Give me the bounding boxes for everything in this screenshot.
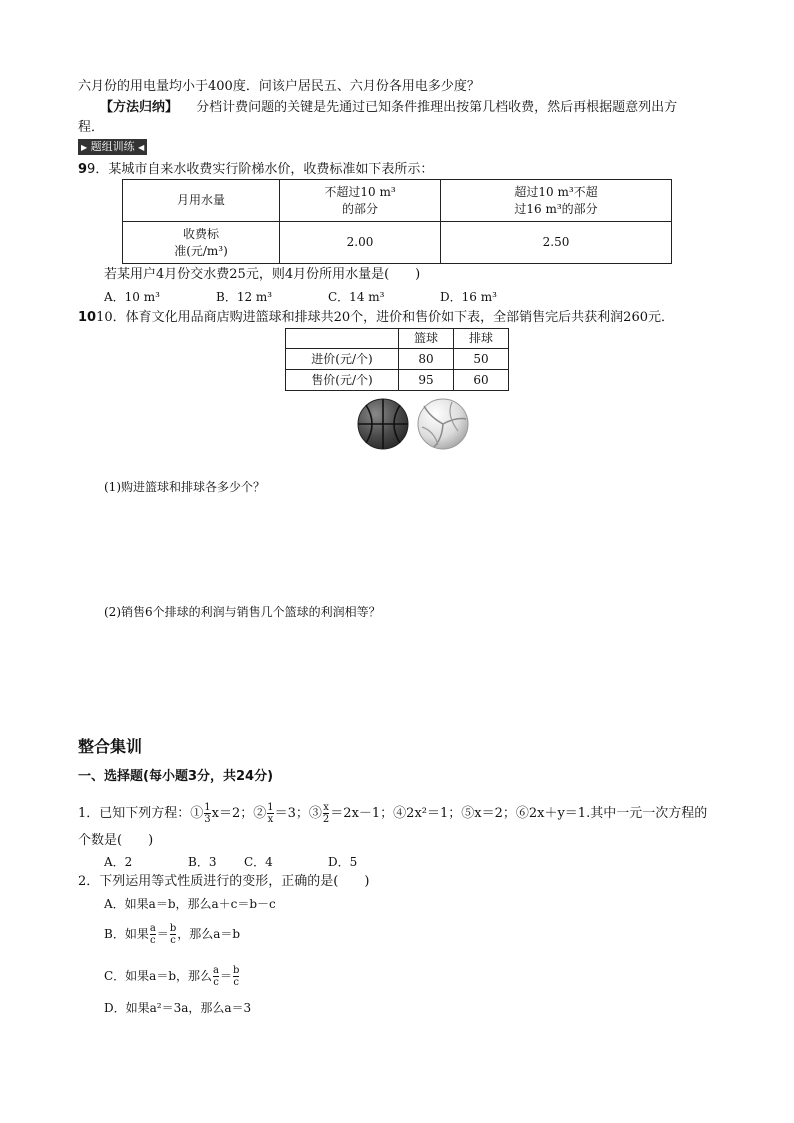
basketball-image: [356, 397, 410, 451]
mq1-f3-num: x: [323, 802, 329, 813]
mq1-f2-den: x: [267, 814, 274, 825]
mq2-b-pre: B．如果: [104, 927, 149, 941]
q10-table-corner: [286, 329, 399, 349]
q10-table-cost-basketball: 80: [399, 349, 454, 370]
q9-rate-line2: 准(元/m³): [174, 243, 228, 258]
q9-tier1-line1: 不超过10 m³: [324, 184, 396, 199]
mq2-option-a: A．如果a＝b，那么a＋c＝b－c: [104, 897, 276, 911]
q10-table: [285, 328, 509, 391]
q10-stem: [78, 309, 674, 327]
q9-table-rate-tier1: 2.00: [280, 222, 441, 264]
q9-option-c: C．14 m³: [328, 290, 385, 304]
mq2-stem: 2．下列运用等式性质进行的变形，正确的是( ): [78, 874, 370, 889]
q10-table-price-volleyball: 60: [454, 370, 509, 391]
section-badge-label: 题组训练: [90, 140, 135, 153]
mq1-t1: x＝2；②: [211, 806, 267, 821]
q9-option-d: D．16 m³: [440, 290, 497, 304]
mq1-option-c: C．4: [244, 855, 273, 869]
mq1-fraction-3: [323, 802, 329, 825]
method-end: 程．: [78, 120, 105, 135]
q9-rate-line1: 收费标: [182, 226, 219, 241]
mq2-b-f2-den: c: [170, 935, 176, 946]
q9-table-header-tier2: [441, 180, 672, 222]
q10-sub1: (1)购进篮球和排球各多少个？: [104, 480, 265, 494]
mq1-fraction-2: [267, 802, 273, 825]
method-summary: [100, 99, 677, 117]
mq1-t3: ＝2x－1；④2x²＝1；⑤x＝2；⑥2x＋y＝1.其中一元一次方程的: [330, 806, 708, 821]
q10-table-price-basketball: 95: [399, 370, 454, 391]
q10-number: 10: [78, 310, 97, 325]
mq1-f3-den: 2: [322, 814, 330, 825]
q10-table-cost-label: 进价(元/个): [286, 349, 399, 370]
method-text: 分档计费问题的关键是先通过已知条件推理出按第几档收费，然后再根据题意列出方: [196, 100, 678, 115]
q9-table-header-tier1: [280, 180, 441, 222]
q10-stem-text: 10．体育文化用品商店购进篮球和排球共20个，进价和售价如下表，全部销售完后共获利润260元．: [96, 310, 674, 325]
section-badge: [78, 139, 147, 155]
mq1-options: [104, 853, 357, 871]
part1-heading: [78, 768, 273, 786]
mq1-t2: ＝3；③: [274, 806, 322, 821]
mq1-option-b: B．3: [188, 855, 217, 869]
mq2-b-f2-num: b: [169, 923, 177, 934]
mq2-c-f1-den: c: [213, 977, 219, 988]
intro-line: 六月份的用电量均小于400度．问该户居民五、六月份各用电多少度？: [78, 79, 480, 94]
q9-table: [122, 179, 672, 264]
mq2-b-f1-num: a: [149, 923, 156, 934]
q9-table-rate-label: [123, 222, 280, 264]
q9-option-b: B．12 m³: [216, 290, 273, 304]
q9-table-header-usage: 月用水量: [123, 180, 280, 222]
mq2-c-pre: C．如果a＝b，那么: [104, 969, 213, 983]
mq1-f2-num: 1: [267, 802, 274, 813]
q9-tier2-line1: 超过10 m³不超: [514, 184, 598, 199]
q9-stem: [78, 161, 433, 179]
mq1-option-d: D．5: [328, 855, 358, 869]
mq1-fraction-1: [204, 802, 210, 825]
q9-question: 若某用户4月份交水费25元，则4月份所用水量是( ): [104, 267, 421, 282]
mq2-b-f1-den: c: [150, 935, 156, 946]
q9-tier2-line2: 过16 m³的部分: [514, 201, 598, 216]
method-label: 【方法归纳】: [100, 100, 179, 115]
q9-options: [104, 288, 497, 306]
back-icon: ◀: [138, 143, 145, 152]
mq2-b-fraction-1: [150, 923, 156, 946]
play-icon: ▶: [81, 143, 88, 152]
q9-option-a: A．10 m³: [104, 290, 160, 304]
q10-table-price-label: 售价(元/个): [286, 370, 399, 391]
mq1-prefix: 1．已知下列方程：①: [78, 806, 204, 821]
q10-table-header-basketball: 篮球: [399, 329, 454, 349]
mq2-c-fraction-2: [233, 965, 239, 988]
mq1-f1-den: 3: [204, 814, 211, 825]
mq2-b-fraction-2: [170, 923, 176, 946]
q9-table-rate-tier2: 2.50: [441, 222, 672, 264]
q9-stem-text: 9．某城市自来水收费实行阶梯水价，收费标准如下表所示：: [87, 162, 434, 177]
mq1-f1-num: 1: [204, 802, 211, 813]
q9-number: 9: [78, 162, 88, 177]
mq2-c-f1-num: a: [213, 965, 219, 976]
mq2-b-mid: ＝: [156, 927, 169, 941]
mq2-c-f2-num: b: [233, 965, 240, 976]
part1-text: 一、选择题(每小题3分，共24分): [78, 769, 274, 784]
mq2-b-post: ，那么a＝b: [177, 927, 241, 941]
mq2-c-fraction-1: [213, 965, 219, 988]
volleyball-image: [416, 397, 470, 451]
q9-tier1-line2: 的部分: [341, 201, 378, 216]
mq2-option-b: [104, 918, 240, 950]
mq2-option-c: [104, 960, 240, 992]
mq2-c-f2-den: c: [233, 977, 240, 988]
mq1-line2: 个数是( ): [78, 833, 154, 848]
q10-sub2: (2)销售6个排球的利润与销售几个篮球的利润相等？: [104, 605, 381, 619]
mq1-option-a: A．2: [104, 855, 133, 869]
section-title: 整合集训: [78, 737, 143, 756]
q10-table-cost-volleyball: 50: [454, 349, 509, 370]
mq2-option-d: D．如果a²＝3a，那么a＝3: [104, 1001, 252, 1015]
mq1-stem: [78, 797, 707, 831]
q10-table-header-volleyball: 排球: [454, 329, 509, 349]
mq2-c-mid: ＝: [220, 969, 233, 983]
